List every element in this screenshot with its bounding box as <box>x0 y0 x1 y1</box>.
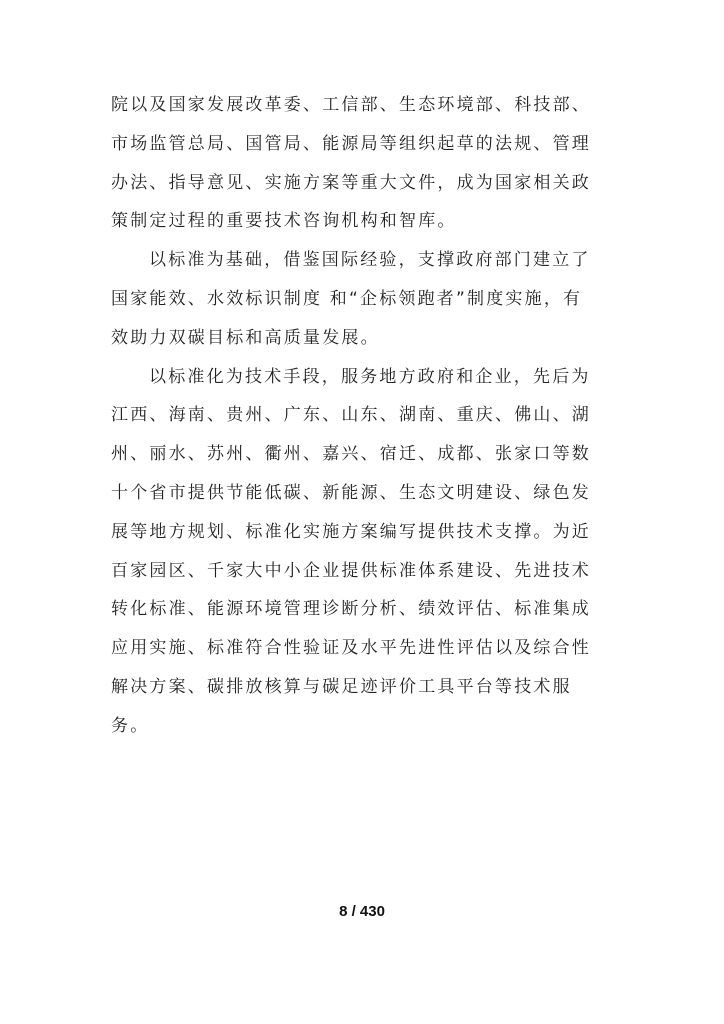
text-line: 江西、海南、贵州、广东、山东、湖南、重庆、佛山、湖 <box>111 405 591 426</box>
text-line: 办法、指导意见、实施方案等重大文件，成为国家相关政 <box>111 172 591 193</box>
text-line: 十个省市提供节能低碳、新能源、生态文明建设、绿色发 <box>111 482 591 503</box>
text-line: 务。 <box>111 715 150 736</box>
text-line: 转化标准、能源环境管理诊断分析、绩效评估、标准集成 <box>111 599 591 620</box>
paragraph-2 <box>111 241 611 357</box>
text-line: 以标准为基础，借鉴国际经验，支撑政府部门建立了 <box>149 250 591 271</box>
document-body <box>111 86 611 746</box>
paragraph-3 <box>111 358 611 746</box>
text-line: 以标准化为技术手段，服务地方政府和企业，先后为 <box>149 366 591 387</box>
text-line: 州、丽水、苏州、衢州、嘉兴、宿迁、成都、张家口等数 <box>111 444 591 465</box>
text-line: 国家能效、水效标识制度 和“企标领跑者”制度实施，有 <box>111 288 583 309</box>
text-line: 应用实施、标准符合性验证及水平先进性评估以及综合性 <box>111 638 591 659</box>
page-number: 8 / 430 <box>339 903 385 920</box>
text-line: 展等地方规划、标准化实施方案编写提供技术支撑。为近 <box>111 521 591 542</box>
paragraph-1 <box>111 86 611 241</box>
text-line: 解决方案、碳排放核算与碳足迹评价工具平台等技术服 <box>111 676 572 697</box>
text-line: 市场监管总局、国管局、能源局等组织起草的法规、管理 <box>111 133 591 154</box>
text-line: 院以及国家发展改革委、工信部、生态环境部、科技部、 <box>111 95 591 115</box>
text-line: 效助力双碳目标和高质量发展。 <box>111 327 380 348</box>
text-line: 百家园区、千家大中小企业提供标准体系建设、先进技术 <box>111 560 591 581</box>
text-line: 策制定过程的重要技术咨询机构和智库。 <box>111 211 457 232</box>
